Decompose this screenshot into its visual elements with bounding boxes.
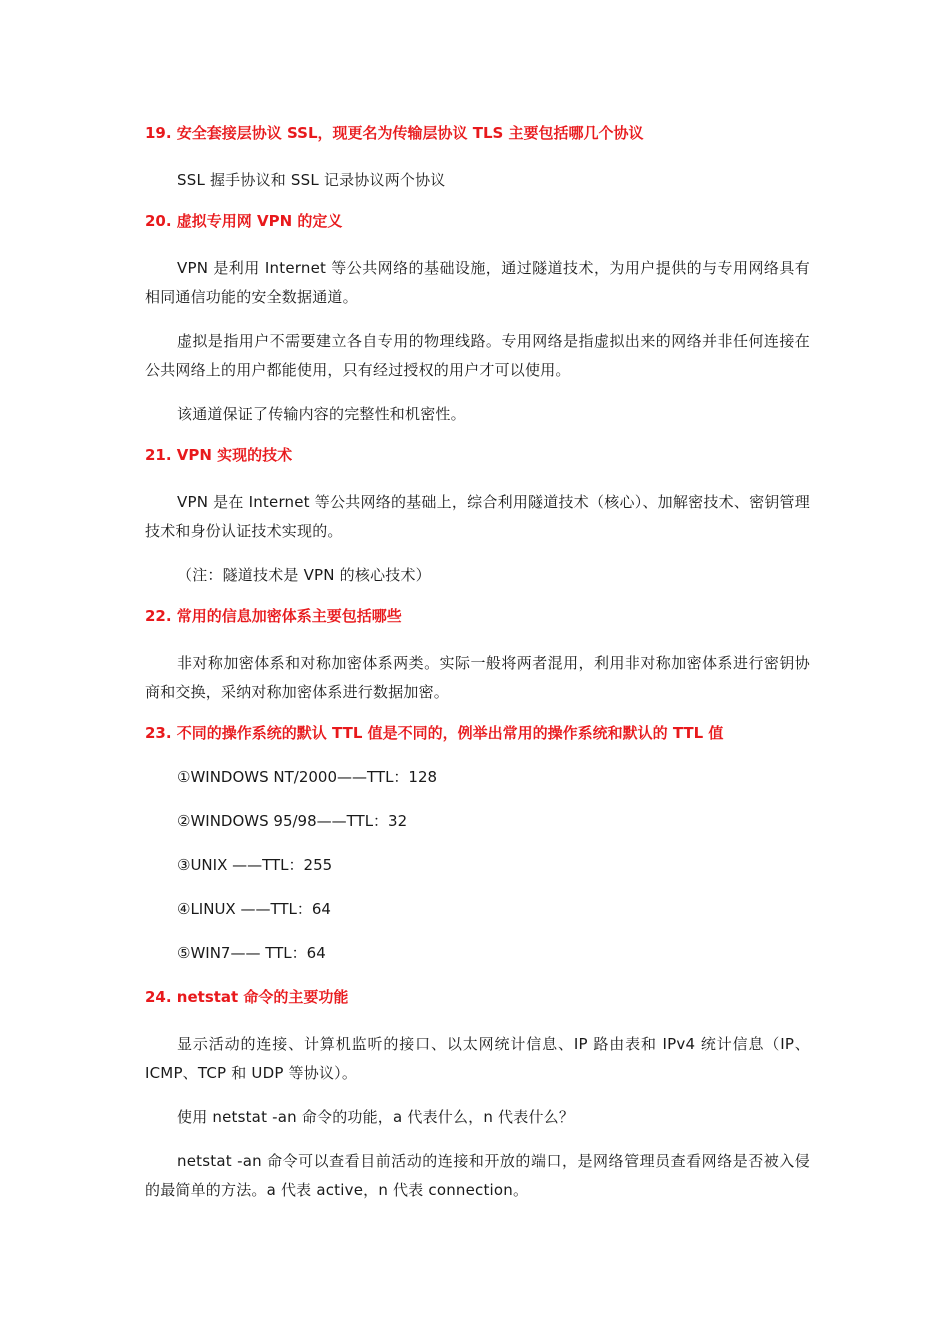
section-heading: 20. 虚拟专用网 VPN 的定义: [145, 212, 343, 230]
paragraph: VPN 是在 Internet 等公共网络的基础上，综合利用隧道技术（核心）、加解密技术、密钥管理技术和身份认证技术实现的。: [145, 493, 810, 540]
section-20: [145, 210, 810, 429]
paragraph: VPN 是利用 Internet 等公共网络的基础设施，通过隧道技术，为用户提供的与专用网络具有相同通信功能的安全数据通道。: [145, 259, 810, 306]
paragraph-note: （注：隧道技术是 VPN 的核心技术）: [177, 566, 431, 584]
paragraph: 使用 netstat -an 命令的功能，a 代表什么，n 代表什么？: [177, 1108, 575, 1126]
paragraph: netstat -an 命令可以查看目前活动的连接和开放的端口，是网络管理员查看网络是否被入侵的最简单的方法。a 代表 active，n 代表 connection。: [145, 1152, 810, 1199]
section-23: [145, 722, 810, 964]
ttl-list-item: ①WINDOWS NT/2000——TTL：128: [177, 768, 438, 786]
section-heading: 24. netstat 命令的主要功能: [145, 988, 349, 1006]
ttl-list-item: ④LINUX ——TTL：64: [177, 900, 331, 918]
paragraph: 虚拟是指用户不需要建立各自专用的物理线路。专用网络是指虚拟出来的网络并非任何连接在公共网络上的用户都能使用，只有经过授权的用户才可以使用。: [145, 332, 810, 379]
section-19: [145, 122, 810, 195]
section-21: [145, 444, 810, 590]
section-heading: 21. VPN 实现的技术: [145, 446, 293, 464]
section-heading: 22. 常用的信息加密体系主要包括哪些: [145, 607, 402, 625]
paragraph: 显示活动的连接、计算机监听的接口、以太网统计信息、IP 路由表和 IPv4 统计信息（IP、ICMP、TCP 和 UDP 等协议）。: [145, 1035, 810, 1082]
section-22: [145, 605, 810, 707]
ttl-list-item: ②WINDOWS 95/98——TTL：32: [177, 812, 408, 830]
document-content: [145, 122, 810, 1205]
section-24: [145, 986, 810, 1205]
paragraph: 非对称加密体系和对称加密体系两类。实际一般将两者混用，利用非对称加密体系进行密钥协商和交换，采纳对称加密体系进行数据加密。: [145, 654, 810, 701]
section-heading: 23. 不同的操作系统的默认 TTL 值是不同的，例举出常用的操作系统和默认的 TTL 值: [145, 724, 724, 742]
paragraph: 该通道保证了传输内容的完整性和机密性。: [177, 405, 466, 423]
section-heading: 19. 安全套接层协议 SSL，现更名为传输层协议 TLS 主要包括哪几个协议: [145, 124, 644, 142]
ttl-list-item: ⑤WIN7—— TTL：64: [177, 944, 326, 962]
paragraph: SSL 握手协议和 SSL 记录协议两个协议: [177, 171, 446, 189]
ttl-list-item: ③UNIX ——TTL：255: [177, 856, 333, 874]
